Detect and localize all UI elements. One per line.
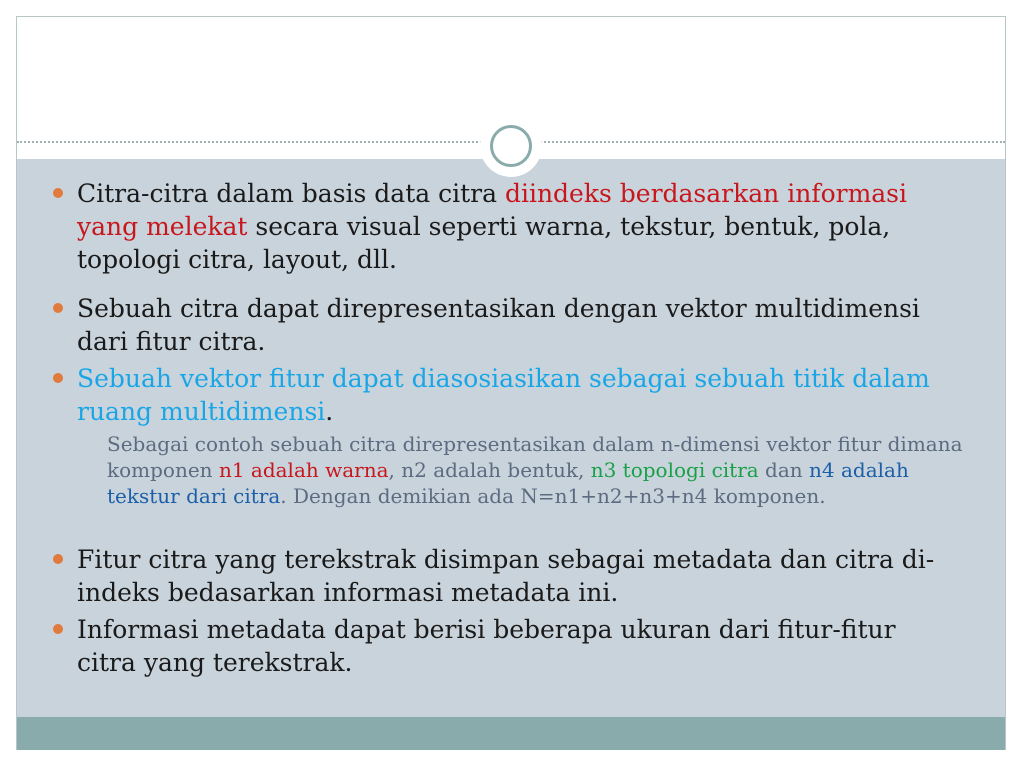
- bullet-dot-icon: [53, 188, 63, 198]
- sub-highlight-blue: n4 adalah tekstur dari citra: [107, 458, 909, 508]
- bullet-dot-icon: [53, 624, 63, 634]
- sub-text-part: , n2 adalah bentuk,: [388, 458, 591, 482]
- bullet-text-4: Fitur citra yang terekstrak disimpan sebagai metadata dan citra di-indeks bedasarkan informasi metadata ini.: [77, 545, 935, 607]
- bullet-dot-icon: [53, 303, 63, 313]
- bullet-highlight-blue: Sebuah vektor fitur dapat diasosiasikan sebagai sebuah titik dalam ruang multidimensi: [77, 364, 930, 426]
- footer-bar: [17, 717, 1005, 750]
- bullet-text-part: .: [325, 397, 334, 426]
- slide: [16, 16, 1006, 750]
- bullet-highlight-red: diindeks berdasarkan informasi yang melekat: [77, 179, 908, 241]
- bullet-text-part: secara visual seperti warna, tekstur, bentuk, pola, topologi citra, layout, dll.: [77, 212, 891, 274]
- decorative-ring-icon: [480, 115, 542, 177]
- bullet-text-2: Sebuah citra dapat direpresentasikan dengan vektor multidimensi dari fitur citra.: [77, 294, 920, 356]
- bullet-text-5: Informasi metadata dapat berisi beberapa ukuran dari fitur-fitur citra yang terekstrak.: [77, 615, 896, 677]
- bullet-dot-icon: [53, 373, 63, 383]
- bullet-text-part: Citra-citra dalam basis data citra: [77, 179, 505, 208]
- sub-text-part: Sebagai contoh sebuah citra direpresentasikan dalam n-dimensi vektor fitur dimana komponen: [107, 432, 963, 482]
- sub-text-part: . Dengan demikian ada N=n1+n2+n3+n4 komponen.: [280, 484, 826, 508]
- bullet-text-1: [77, 177, 957, 276]
- sub-highlight-red: n1 adalah warna: [218, 458, 389, 482]
- ring-inner: [490, 125, 532, 167]
- sub-text: [107, 431, 977, 509]
- sub-text-part: dan: [758, 458, 810, 482]
- bullet-dot-icon: [53, 554, 63, 564]
- bullet-text-3: [77, 362, 957, 428]
- sub-highlight-green: n3 topologi citra: [590, 458, 759, 482]
- content-area: [17, 159, 1005, 717]
